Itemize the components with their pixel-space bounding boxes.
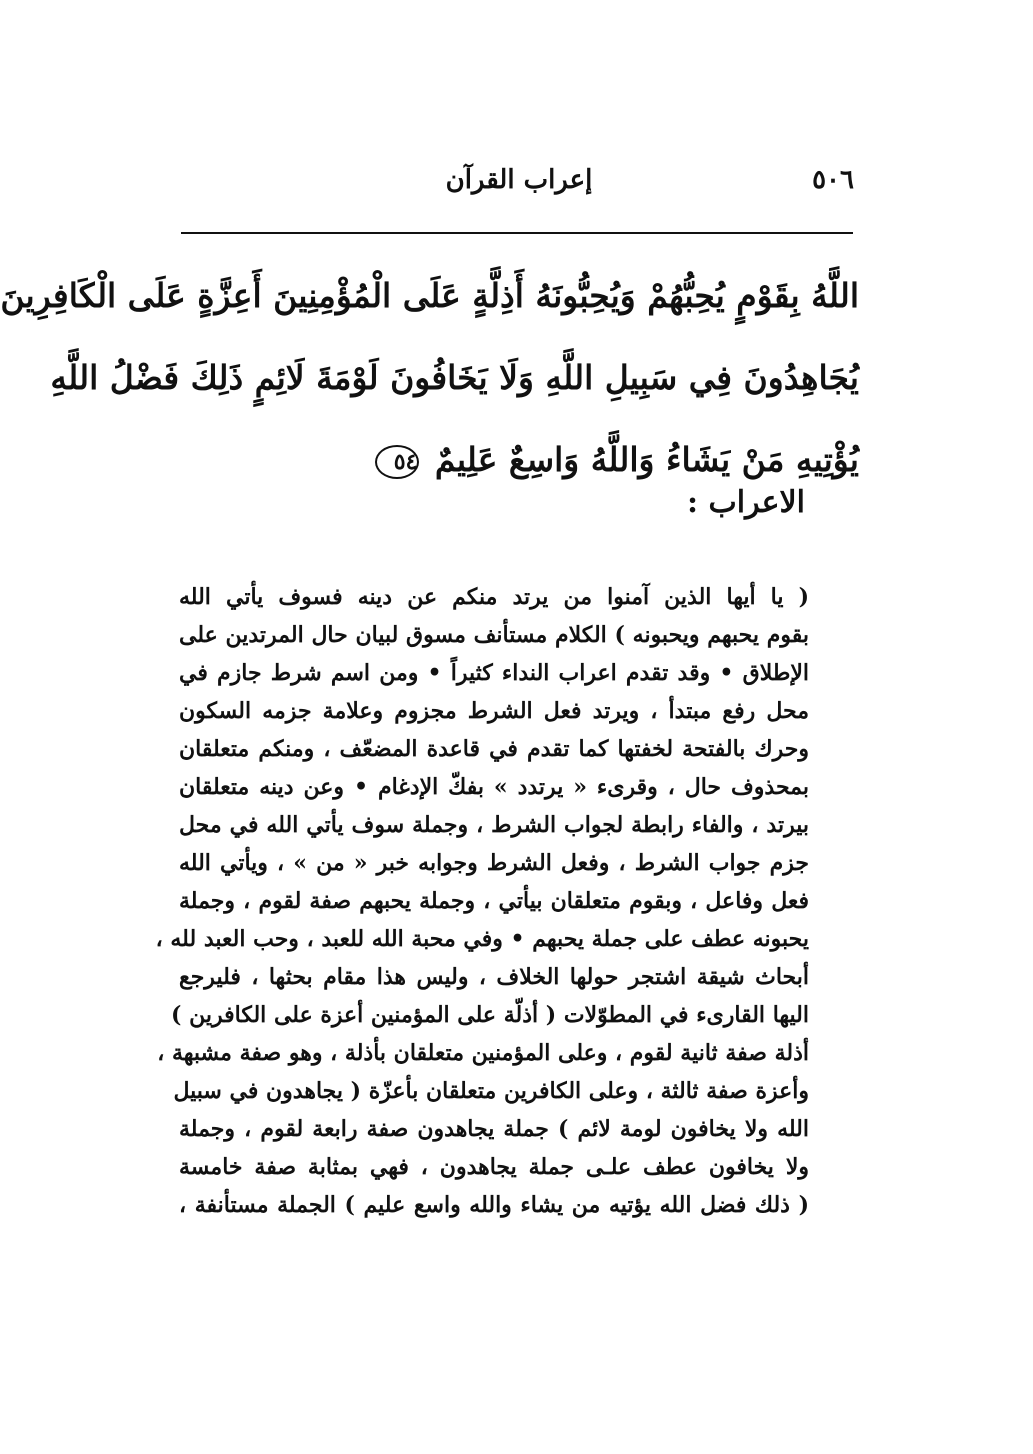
commentary-body xyxy=(155,578,809,1224)
commentary-line: يحبونه عطف على جملة يحبهم • وفي محبة الله للعبد ، وحب العبد لله ، xyxy=(155,926,809,952)
commentary-line: بمحذوف حال ، وقرىء « يرتدد » بفكّ الإدغام • وعن دينه متعلقان xyxy=(179,774,809,800)
commentary-line: ولا يخافون عطف علـى جملة يجاهدون ، فهي بمثابة صفة خامسة xyxy=(179,1154,809,1180)
running-title: إعراب القرآن xyxy=(445,165,593,195)
section-heading: الاعراب : xyxy=(687,485,805,520)
commentary-line: بقوم يحبهم ويحبونه ) الكلام مستأنف مسوق لبيان حال المرتدين على xyxy=(179,622,809,648)
commentary-line: أبحاث شيقة اشتجر حولها الخلاف ، وليس هذا مقام بحثها ، فليرجع xyxy=(179,964,809,990)
verse-line-text: يُؤْتِيهِ مَنْ يَشَاءُ وَاللَّهُ وَاسِعٌ عَلِيمٌ xyxy=(434,440,859,479)
commentary-line: الله ولا يخافون لومة لائم ) جملة يجاهدون صفة رابعة لقوم ، وجملة xyxy=(179,1116,809,1142)
commentary-line: أذلة صفة ثانية لقوم ، وعلى المؤمنين متعلقان بأذلة ، وهو صفة مشبهة ، xyxy=(157,1040,809,1066)
commentary-line: بيرتد ، والفاء رابطة لجواب الشرط ، وجملة سوف يأتي الله في محل xyxy=(179,812,809,838)
verse-line: اللَّهُ بِقَوْمٍ يُحِبُّهُمْ وَيُحِبُّونَهُ أَذِلَّةٍ عَلَى الْمُؤْمِنِينَ أَعِزَّةٍ عَلَى الْكَافِرِينَ xyxy=(0,276,859,315)
commentary-line: محل رفع مبتدأ ، ويرتد فعل الشرط مجزوم وعلامة جزمه السكون xyxy=(179,698,809,724)
commentary-line: وأعزة صفة ثالثة ، وعلى الكافرين متعلقان بأعزّة ( يجاهدون في سبيل xyxy=(173,1078,809,1104)
page-header xyxy=(184,165,854,205)
commentary-line: الإطلاق • وقد تقدم اعراب النداء كثيراً • ومن اسم شرط جازم في xyxy=(179,660,809,686)
commentary-line: اليها القارىء في المطوّلات ( أذلّة على المؤمنين أعزة على الكافرين ) xyxy=(171,1002,809,1028)
header-divider xyxy=(181,232,853,234)
commentary-line: ( يا أيها الذين آمنوا من يرتد منكم عن دينه فسوف يأتي الله xyxy=(179,584,809,610)
page-number: ٥٠٦ xyxy=(812,165,854,195)
quran-verse-block xyxy=(0,255,859,501)
commentary-line: جزم جواب الشرط ، وفعل الشرط وجوابه خبر « من » ، ويأتي الله xyxy=(179,850,809,876)
commentary-line: ( ذلك فضل الله يؤتيه من يشاء والله واسع عليم ) الجملة مستأنفة ، xyxy=(179,1192,809,1218)
ayah-number-marker: ٥٤ xyxy=(375,445,419,479)
verse-line: يُجَاهِدُونَ فِي سَبِيلِ اللَّهِ وَلَا يَخَافُونَ لَوْمَةَ لَائِمٍ ذَلِكَ فَضْلُ اللَّهِ xyxy=(50,358,859,397)
commentary-line: وحرك بالفتحة لخفتها كما تقدم في قاعدة المضعّف ، ومنكم متعلقان xyxy=(179,736,809,762)
commentary-line: فعل وفاعل ، وبقوم متعلقان بيأتي ، وجملة يحبهم صفة لقوم ، وجملة xyxy=(179,888,809,914)
